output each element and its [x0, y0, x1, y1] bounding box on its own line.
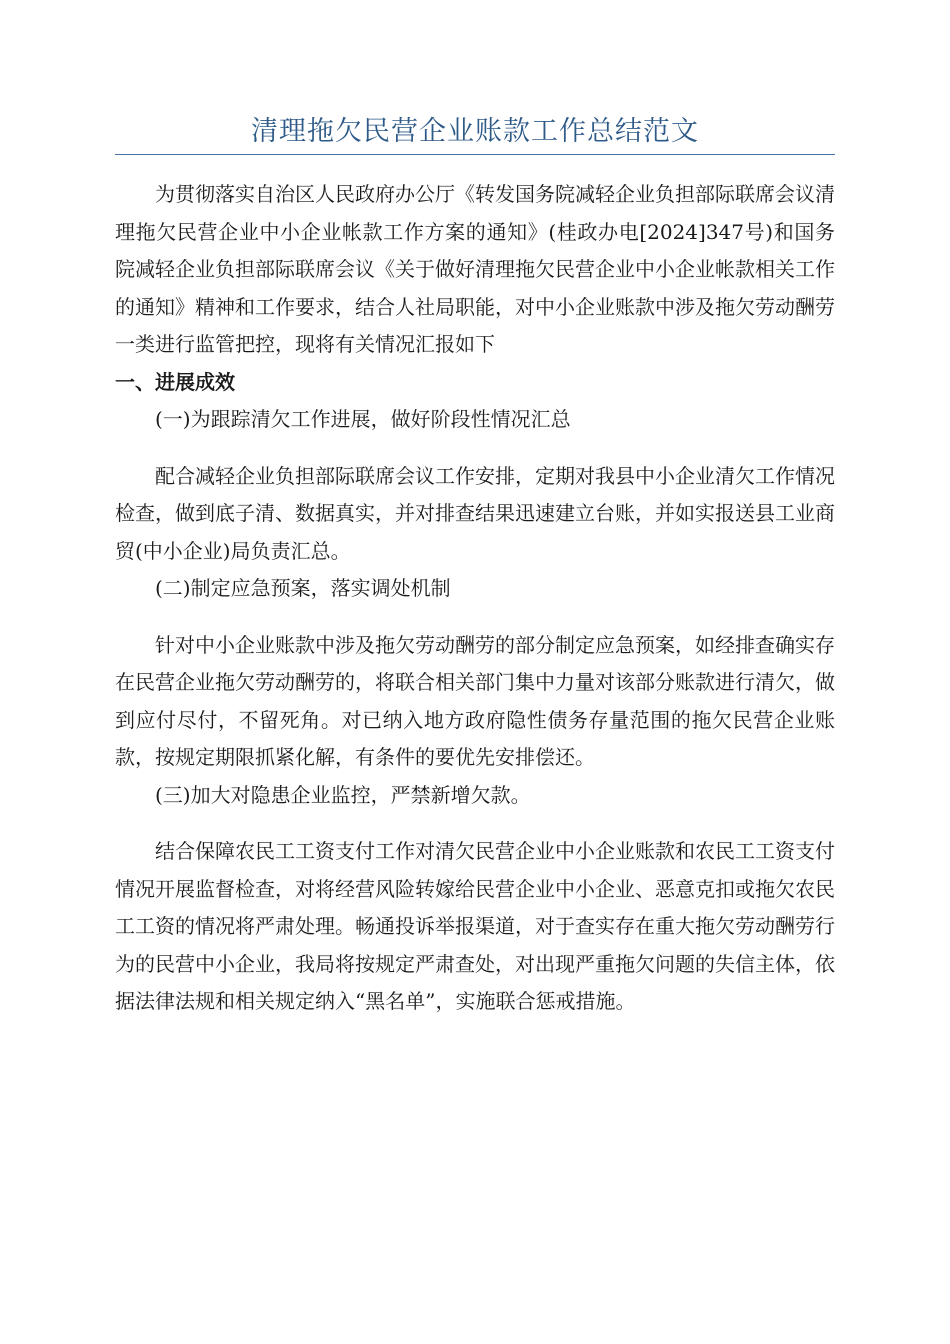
title-underline [115, 154, 835, 155]
subsection-body-2: 针对中小企业账款中涉及拖欠劳动酬劳的部分制定应急预案，如经排查确实存在民营企业拖欠劳动酬劳的，将联合相关部门集中力量对该部分账款进行清欠，做到应付尽付，不留死角。对已纳入地方政府隐性债务存量范围的拖欠民营企业账款，按规定期限抓紧化解，有条件的要优先安排偿还。 [115, 632, 835, 769]
section-heading-progress: 一、进展成效 [115, 369, 235, 394]
document-body [115, 176, 835, 1021]
document-title: 清理拖欠民营企业账款工作总结范文 [251, 116, 699, 147]
subsection-heading-2: (二)制定应急预案，落实调处机制 [155, 576, 451, 600]
subsection-heading-1: (一)为跟踪清欠工作进展，做好阶段性情况汇总 [155, 407, 571, 431]
subsection-body-1: 配合减轻企业负担部际联席会议工作安排，定期对我县中小企业清欠工作情况检查，做到底子清、数据真实，并对排查结果迅速建立台账，并如实报送县工业商贸(中小企业)局负责汇总。 [115, 463, 835, 563]
intro-paragraph: 为贯彻落实自治区人民政府办公厅《转发国务院减轻企业负担部际联席会议清理拖欠民营企业中小企业帐款工作方案的通知》(桂政办电[2024]347号)和国务院减轻企业负担部际联席会议《关于做好清理拖欠民营企业中小企业帐款相关工作的通知》精神和工作要求，结合人社局职能，对中小企业账款中涉及拖欠劳动酬劳一类进行监管把控，现将有关情况汇报如下 [115, 182, 835, 356]
subsection-body-3: 结合保障农民工工资支付工作对清欠民营企业中小企业账款和农民工工资支付情况开展监督检查，对将经营风险转嫁给民营企业中小企业、恶意克扣或拖欠农民工工资的情况将严肃处理。畅通投诉举报渠道，对于查实存在重大拖欠劳动酬劳行为的民营中小企业，我局将按规定严肃查处，对出现严重拖欠问题的失信主体，依据法律法规和相关规定纳入“黑名单”，实施联合惩戒措施。 [115, 839, 835, 1013]
subsection-heading-3: (三)加大对隐患企业监控，严禁新增欠款。 [155, 782, 531, 807]
